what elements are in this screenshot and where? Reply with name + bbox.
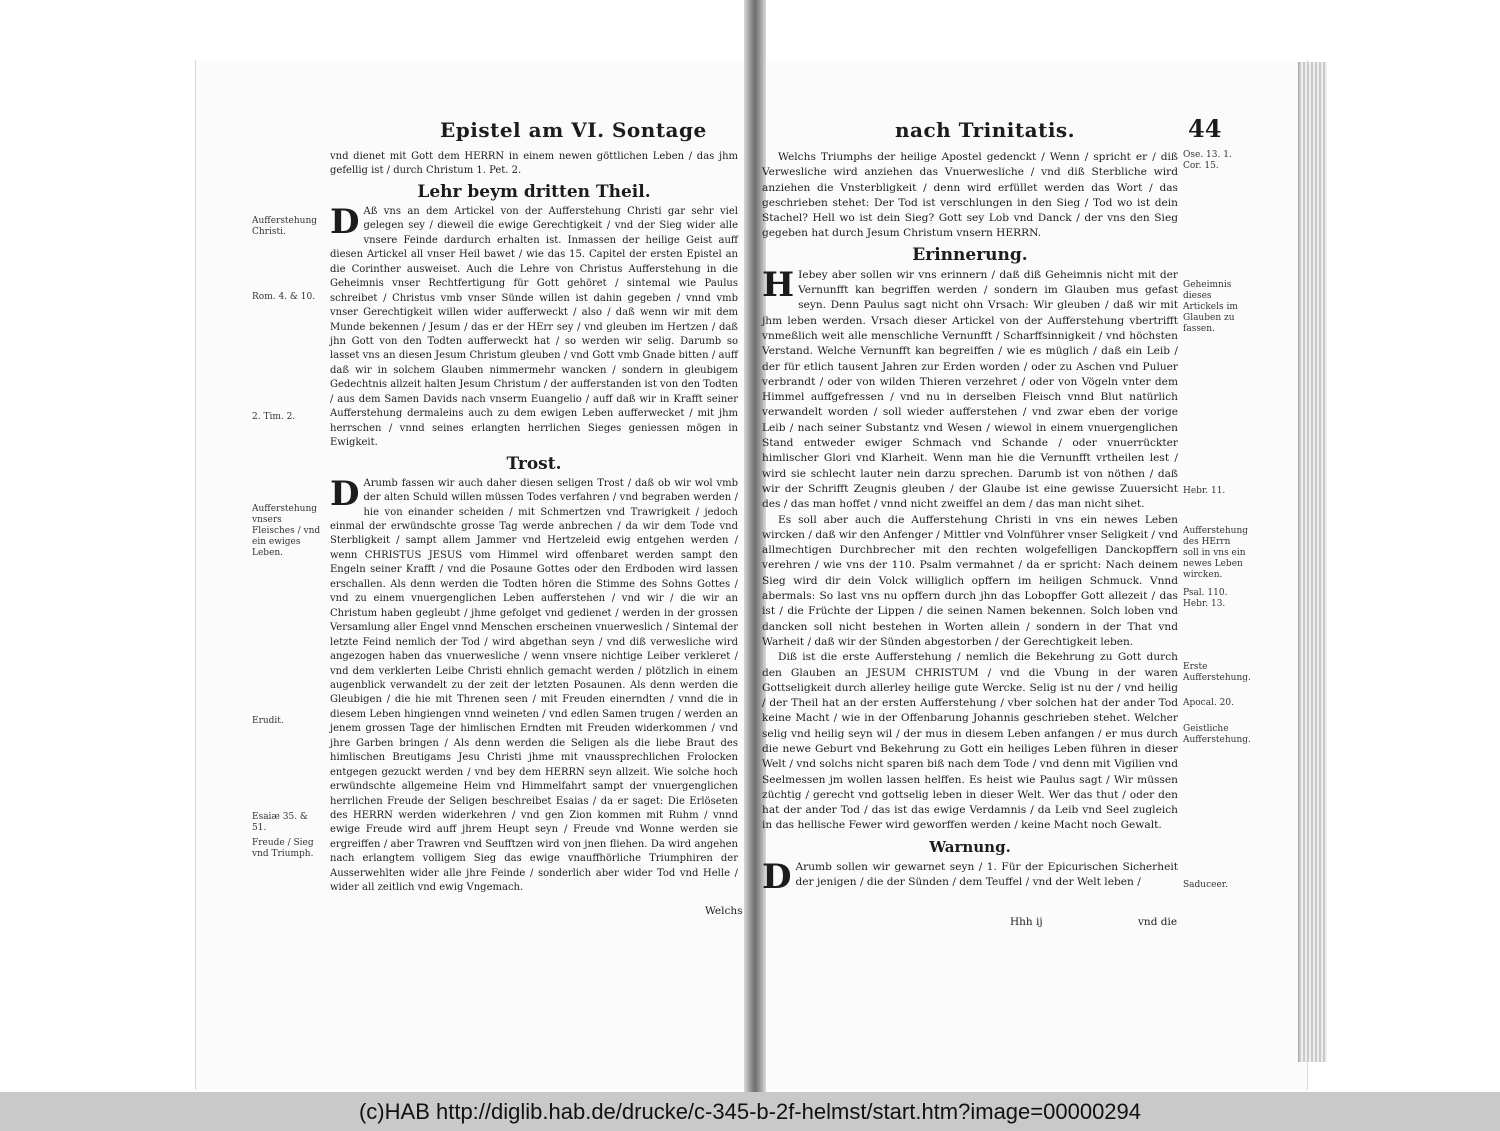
lehr-text: Aß vns an dem Artickel von der Aufferstehung Christi gar sehr viel gelegen sey / dieweil die ewige Gerechtigkeit / vnd der Sieg wider alle vnsere Feinde dardurch erhalten ist. Inmassen der heilige Geist auff diesen Artickel all vnser Heil bawet / wie das 15. Capitel der ersten Epistel an die Corinther ausweiset. Auch die Lehre von Christus Aufferstehung in die Geheimnis vnser Rechtfertigung für Gott gehöret / sintemal wie Paulus schreibet / Christus vmb vnser Sünde willen ist dahin gegeben / vnnd vmb vnser Gerechtigkeit willen wider aufferweckt / also / daß wenn wir mit dem Munde bekennen / Jesum / das er der HErr sey / vnd gleuben im Hertzen / daß jhn Gott von den Todten aufferweckt hat / so werden wir selig. Darumb so lasset vns an diesen Jesum Christum gleuben / vnd Gott vmb Gnade bitten / auff daß wir in solchem Glauben nimmermehr wancken / sondern in gleubigem Gedechtnis allzeit halten Jesum Christum / der aufferstanden ist von den Todten / aus dem Samen Davids nach vnserm Euangelio / auff daß wir in Krafft seiner Aufferstehung dermaleins auch zu dem ewigen Leben aufferwecket / mit jhm herrschen / vnnd seines erlangten herrlichen Sieges geniessen mögen in Ewigkeit. (330, 205, 738, 449)
lehr-drop-initial: D (330, 201, 360, 242)
left-opening-paragraph: vnd dienet mit Gott dem HERRN in einem newen göttlichen Leben / das jhm gefellig ist / durch Christum 1. Pet. 2. (330, 151, 738, 177)
right-margin-note-7: Apocal. 20. (1183, 698, 1234, 708)
left-running-head: Epistel am VI. Sontage (440, 118, 707, 142)
heading-warnung: Warnung. (929, 837, 1011, 856)
right-margin-note-9: Saduceer. (1183, 880, 1228, 890)
right-margin-note-8: Geistliche Aufferstehung. (1183, 724, 1251, 745)
warnung-text: Arumb sollen wir gewarnet seyn / 1. Für der Epicurischen Sicherheit der jenigen / die der Sünden / dem Teuffel / vnd der Welt leben / (795, 860, 1178, 889)
erinnerung-paragraph (762, 264, 1178, 513)
heading-erinnerung: Erinnerung. (912, 244, 1028, 265)
left-catchword: Welchs (705, 905, 743, 917)
right-running-head: nach Trinitatis. (895, 118, 1076, 142)
erinnerung-text: Iebey aber sollen wir vns erinnern / daß diß Geheimnis nicht mit der Vernunfft kan begriffen werden / sondern im Glauben mus gefast seyn. Denn Paulus sagt nicht ohn Vrsach: Wir gleuben / daß wir mit jhm leben werden. Vrsach dieser Artickel von der Aufferstehung vbertrifft vnmeßlich weit alle menschliche Vernunfft / Scharffsinnigkeit / vnd höchsten Verstand. Welche Vernunfft kan begreiffen / wie es müglich / daß ein Leib / der für etlich tausent Jahren zur Erden worden / oder zu Aschen vnd Puluer verbrandt / oder von wilden Thieren verzehret / oder von Vögeln vnter dem Himmel auffgefressen / vnd nu in derselben Fleisch vnnd Blut natürlich verwandelt worden / soll wieder aufferstehen / vnd zwar eben der vorige Leib / nach seiner Substantz vnd Wesen / wiewol in einem vnuergenglichen Stand entweder ewiger Schmach vnd Schande / oder vnuerrückter himlischer Glori vnd Klarheit. Wenn man hie die Vernunfft vrtheilen lest / wird sie schlecht lauter nein darzu sprechen. Darumb ist von nöthen / daß wir der Schrifft Zeugnis gleuben / der Glaube ist eine gewisse Zuuersicht des / das man hoffet / vnnd nicht zweiffel an dem / das man nicht sihet. (762, 268, 1178, 511)
erinnerung-paragraph-3: Diß ist die erste Aufferstehung / nemlich die Bekehrung zu Gott durch den Glauben an JESUM CHRISTUM / vnd die Vbung in der waren Gottseligkeit durch allerley heilige gute Wercke. Selig ist nu der / vnd heilig / der Theil hat an der ersten Aufferstehung / vber solchen hat der ander Tod keine Macht / wie in der Offenbarung Johannis geschrieben stehet. Welcher selig vnd heilig seyn wil / der mus in diesem Leben anfangen / er mus durch die newe Geburt vnd Bekehrung zu Gott ein heiliges Leben führen in dieser Welt / vnd solchs nicht sparen biß nach dem Tode / vnd denn mit Vigilien vnd Seelmessen jm wollen lassen helffen. Es heist wie Paulus sagt / Wir müssen züchtig / gerecht vnd gottselig leben in dieser Welt. Wer das thut / oder den hat der ander Tod / das ist das ewige Verdamnis / da Leib vnd Seel zugleich in das hellische Fewer wird geworffen werden / keine Macht noch Gewalt. (762, 651, 1178, 832)
warnung-drop-initial: D (762, 856, 792, 897)
right-margin-note-2: Geheimnis dieses Artickels im Glauben zu fassen. (1183, 280, 1238, 334)
left-margin-note-7: Freude / Sieg vnd Triumph. (252, 838, 314, 859)
warnung-paragraph (762, 856, 1178, 897)
left-margin-note-5: Erudit. (252, 716, 284, 726)
right-margin-note-4: Aufferstehung des HErrn soll in vns ein newes Leben wircken. (1183, 526, 1249, 580)
copyright-url[interactable]: (c)HAB http://diglib.hab.de/drucke/c-345-b-2f-helmst/start.htm?image=00000294 (358, 1098, 1142, 1124)
page-fore-edge (1298, 62, 1327, 1062)
right-margin-note-1: Ose. 13. 1. Cor. 15. (1183, 150, 1232, 171)
signature-mark: Hhh ij (1010, 916, 1043, 928)
left-text-column (330, 150, 738, 896)
heading-trost: Trost. (506, 453, 562, 474)
left-margin-note-2: Rom. 4. & 10. (252, 292, 316, 302)
erinnerung-drop-initial: H (762, 264, 795, 305)
lehr-paragraph (330, 201, 738, 451)
erinnerung-paragraph-2: Es soll aber auch die Aufferstehung Christi in vns ein newes Leben wircken / daß wir den Anfenger / Mittler vnd Volnführer vnser Seligkeit / vnd allmechtigen Durchbrecher mit den rechten wolgefelligen Danckopffern verehren / wie vns der 110. Psalm vermahnet / da er spricht: Nach deinem Sieg wird dir dein Volck williglich opffern im heiligen Schmuck. Vnnd abermals: So last vns nu opffern durch jhn das Lobopffer Gott allezeit / das ist / die Früchte der Lippen / die seinen Namen bekennen. Solch loben vnd dancken soll nicht bestehen in Worten allein / sondern in der That vnd Warheit / daß wir der Sünden abgestorben / der Gerechtigkeit leben. (762, 513, 1178, 648)
right-catchword: vnd die (1138, 916, 1178, 928)
trost-drop-initial: D (330, 473, 360, 514)
copyright-footer (0, 1092, 1500, 1131)
right-opening-paragraph: Welchs Triumphs der heilige Apostel gedenckt / Wenn / spricht er / diß Verwesliche wird anziehen das Vnuerwesliche / vnd diß Sterbliche wird anziehen die Vnsterbligkeit / denn wird erfüllet werden das Wort / das geschrieben stehet: Der Tod ist verschlungen in den Sieg / Tod wo ist dein Stachel? Hell wo ist dein Sieg? Gott sey Lob vnd Danck / der vns den Sieg gegeben hat durch Jesum Christum vnsern HERRN. (762, 151, 1178, 240)
left-margin-note-6: Esaiæ 35. & 51. (252, 812, 308, 833)
left-margin-note-3: 2. Tim. 2. (252, 412, 296, 422)
left-margin-note-4: Aufferstehung vnsers Fleisches / vnd ein ewiges Leben. (252, 504, 321, 558)
trost-text: Arumb fassen wir auch daher diesen seligen Trost / daß ob wir wol vmb der alten Schuld willen müssen Todes verfahren / vnd begraben werden / hie von einander scheiden / mit Schmertzen vnd Trawrigkeit / jedoch einmal der erwündschte grosse Tag werde anbrechen / da wir dem Tode vnd Sterbligkeit / sampt allem Jammer vnd Hertzeleid ewig entgehen werden / wenn CHRISTUS JESUS vom Himmel wird offenbaret werden sampt den Engeln seiner Krafft / vnd die Posaune Gottes oder den Erdboden wird lassen erschallen. Als denn werden die Todten hören die Stimme des Sohns Gottes / vnd zu einem vnuergenglichen Leben aufferstehen / vnd wir / die wir an Christum haben gegleubt / jhme gefolget vnd gedienet / werden in der grossen Versamlung aller Engel vnnd Menschen erscheinen vnuerweslich / Sintemal der letzte Feind nemlich der Tod / wird abgethan seyn / vnd diß verwesliche wird angezogen haben das vnuerwesliche / wenn vnsere nichtige Leiber verkleret / vnd dem verklerten Leibe Christi ehnlich gemacht werden / plötzlich in einem augenblick verwandelt zu der zeit der letzten Posaunen. Als denn werden die Gleubigen / die hie mit Threnen seen / mit Freuden einerndten / vnnd die in diesem Leben hingiengen vnnd weineten / vnd edlen Samen trugen / werden an jenem grossen Tage der himlischen Erndten mit Freuden widerkommen / vnd jhre Garben bringen / Als denn werden die Seligen als die liebe Braut des himlischen Breutigams Jesu Christi jhme mit vnaussprechlichen Frolocken entgegen gezuckt werden / vnd bey dem HERRN seyn allzeit. Wie solche hoch erwündschte allgemeine Heim vnd Himmelfahrt sampt der vnuergenglichen herrlichen Freude der Seligen beschreibet Esaias / da er saget: Die Erlöseten des HERRN werden widerkehren / vnd gen Zion kommen mit Ruhm / vnnd ewige Freude wird auff jhrem Heupt seyn / Freude vnd Wonne werden sie ergreiffen / aber Trawren vnd Seufftzen wird von jnen fliehen. Da wird angehen nach erlangtem volligem Sieg das ewige vnauffhörliche Triumphiren der Ausserwehlten wider alle jhre Feinde / sonderlich aber wider Tod vnd Helle / wider all zeitlich vnd ewig Vngemach. (330, 477, 738, 894)
left-margin-note-1: Aufferstehung Christi. (252, 216, 318, 237)
right-margin-note-6: Erste Aufferstehung. (1183, 662, 1251, 683)
folio-number: 44 (1188, 114, 1222, 143)
right-text-column (762, 150, 1178, 897)
right-margin-note-5: Psal. 110. Hebr. 13. (1183, 588, 1228, 609)
trost-paragraph (330, 473, 738, 896)
heading-lehr: Lehr beym dritten Theil. (417, 181, 651, 202)
right-margin-note-3: Hebr. 11. (1183, 486, 1226, 496)
